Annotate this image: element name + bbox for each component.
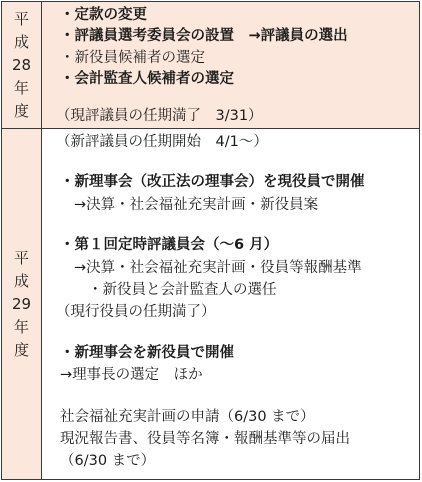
item-new-officer-candidates: ・新役員候補者の選定 (60, 50, 205, 66)
item-new-board-new-officers: ・新理事会を新役員で開催 (60, 345, 234, 361)
item-council-agenda: →決算・社会福祉充実計画・役員等報酬基準 (74, 260, 362, 276)
item-chair-selection: →理事長の選定 ほか (60, 367, 203, 383)
schedule-table (1, 1, 420, 480)
year-label-char: 度 (13, 340, 29, 359)
year-label-char: 平 (13, 248, 29, 267)
year-label-char: 29 (11, 294, 32, 313)
item-status-report-filing: 現況報告書、役員等名簿・報酬基準等の届出 (60, 431, 350, 447)
year-label-char: 平 (13, 9, 29, 28)
year-label-char: 成 (13, 32, 29, 51)
note-current-term-end: （現評議員の任期満了 3/31） (56, 108, 263, 124)
item-articles-amendment: ・定款の変更 (60, 7, 147, 23)
item-new-board-current: ・新理事会（改正法の理事会）を現役員で開催 (60, 174, 365, 190)
year-label-char: 年 (13, 317, 29, 336)
year-label-h29 (2, 129, 42, 479)
year-label-char: 成 (13, 271, 29, 290)
item-selection-committee: ・評議員選考委員会の設置 →評議員の選出 (60, 28, 348, 44)
item-board-agenda: →決算・社会福祉充実計画・新役員案 (74, 197, 319, 213)
item-first-council: ・第１回定時評議員会（～6 月） (60, 237, 279, 253)
item-filing-deadline: （6/30 まで） (60, 453, 156, 469)
year-label-char: 度 (13, 101, 29, 120)
h28-content (50, 2, 415, 128)
row-h29 (2, 129, 419, 479)
row-h28 (2, 2, 419, 129)
h29-content (50, 129, 415, 479)
item-auditor-candidates: ・会計監査人候補者の選定 (60, 71, 234, 87)
note-new-term-start: （新評議員の任期開始 4/1～） (56, 134, 268, 150)
year-label-h28 (2, 2, 42, 128)
year-label-char: 年 (13, 78, 29, 97)
item-officer-election: ・新役員と会計監査人の選任 (88, 282, 277, 298)
note-current-officer-term-end: （現行役員の任期満了） (56, 304, 216, 320)
year-label-char: 28 (11, 55, 32, 74)
item-plan-application: 社会福祉充実計画の申請（6/30 まで） (60, 409, 315, 425)
